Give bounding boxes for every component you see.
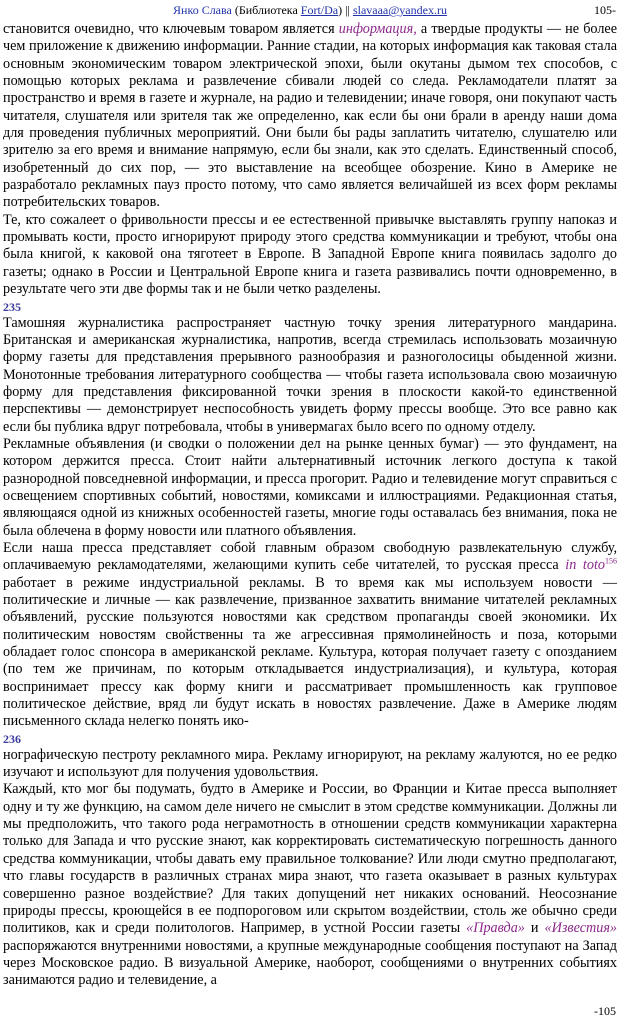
footer-page-number: -105 bbox=[594, 1004, 616, 1018]
page-body bbox=[3, 21, 617, 990]
header-citation bbox=[0, 2, 620, 18]
paragraph-7-text: Каждый, кто мог бы подумать, будто в Америке и России, во Франции и Китае пресса выполняет одну и ту же функцию, на самом деле ничего не смыслит в этом средстве коммуникации. Должны ли мы предположить, что такого рода неграмотность в отношении средств коммуникации характерна только для Запада и что русские знают, как корректировать систематическую погрешность данного средства коммуникации, чтобы давать ему правильное толкование? Или люди смутно предполагают, что главы государств в различных странах мира знают, что газета оказывает в разных культурах совершенно разное воздействие? Для таких допущений нет никаких оснований. Неосознание природы прессы, кроющейся в ее подпороговом или скрытом воздействии, столь же обычно среди политиков, как и среди политологов. Например, в устной России газеты bbox=[3, 781, 617, 937]
paragraph-7 bbox=[3, 781, 617, 989]
page-marker-236: 236 bbox=[3, 731, 21, 746]
header-library-link[interactable]: Fort/Da bbox=[300, 3, 339, 17]
paragraph-2: Те, кто сожалеет о фривольности прессы и ее естественной привычке выставлять группу напоказ и промывать кости, просто игнорируют природу этого средства коммуникации и требуют, чтобы она была книгой, к каковой она тяготеет в Европе. В Западной Европе книга появилась задолго до газеты; однако в России и Центральной Европе книга и газета развивались почти одновременно, в результате чего эти две формы так и не были четко разделены. bbox=[3, 211, 617, 298]
header-author: Янко Слава bbox=[173, 3, 232, 17]
paragraph-4: Рекламные объявления (и сводки о положении дел на рынке ценных бумаг) — это фундамент, на котором держится пресса. Стоит найти альтернативный источник легкого доступа к такой разнородной повседневной информации, и пресса прогорит. Радио и телевидение могут справиться с освещением спортивных событий, новостями, комиксами и иллюстрациями. Редакционная статья, являющаяся одной из книжных особенностей газеты, многие годы оставалась без внимания, пока не была облечена в форму новости или платного объявления. bbox=[3, 435, 617, 539]
emphasis-information: информация, bbox=[338, 21, 417, 37]
page-header bbox=[0, 2, 620, 18]
paragraph-5-text-continued: работает в режиме индустриальной рекламы. В то время как мы используем новости — политические и личные — как развлечение, призванное захватить внимание читателей рекламных объявлений, русские пользуются новостями как средством пропаганды своей экономики. Их политическим новостям свойственны та же агрессивная прямолинейность и поза, которыми обладает голос спонсора в американской рекламе. Культура, которая получает газету с опозданием (по тем же причинам, по которым откладывается индустриализация), и культура, которая воспринимает прессу как форму книги и рассматривает промышленность как групповое политическое действие, вряд ли будут искать в новостях развлечение. Даже в Америке людям письменного склада нелегко понять ико- bbox=[3, 574, 617, 730]
footnote-ref-156[interactable]: 156 bbox=[605, 556, 617, 566]
paragraph-1-text: становится очевидно, что ключевым товаром является bbox=[3, 21, 339, 37]
header-page-number: 105- bbox=[594, 3, 616, 17]
paragraph-6: нографическую пестроту рекламного мира. Рекламу игнорируют, на рекламу жалуются, но ее редко изучают и используют для получения удовольствия. bbox=[3, 746, 617, 781]
page-marker-235: 235 bbox=[3, 299, 21, 314]
header-email-link[interactable]: slavaaa@yandex.ru bbox=[352, 3, 447, 17]
emphasis-in-toto: in toto bbox=[565, 557, 605, 574]
emphasis-izvestia: «Известия» bbox=[544, 920, 618, 937]
emphasis-pravda: «Правда» bbox=[466, 920, 525, 937]
paragraph-1-text-continued: а твердые продукты — не более чем приложение к движению информации. Ранние стадии, на которых информация как таковая стала основным экономическим товаром электрической эпохи, были окутаны дымом тех способов, с помощью которых реклама и развлечение сбивали людей со следа. Рекламодатели платят за пространство и время в газете и журнале, на радио и телевидении; иначе говоря, они покупают часть читателя, слушателя или зрителя так же определенно, как если бы они брали в аренду наши дома для проведения публичных мероприятий. Они были бы рады заплатить читателю, слушателю или зрителю за его время и внимание напрямую, если бы знали, как это сделать. Единственный способ, изобретенный до сих пор, — это выставление на всеобщее обозрение. Кино в Америке не разработало рекламных пауз просто потому, что само является величайшей из всех форм рекламы потребительских товаров. bbox=[3, 21, 617, 211]
paragraph-5 bbox=[3, 540, 617, 731]
header-library-open: (Библиотека bbox=[231, 3, 301, 17]
paragraph-3: Тамошняя журналистика распространяет частную точку зрения литературного мандарина. Британская и американская журналистика, напротив, всегда стремилась использовать мозаичную форму газеты для представления прерывного разнообразия и разноголосицы обыденной жизни. Монотонные требования литературного сообщества — чтобы газета использовала свою мозаичную форму для представления фиксированной точки зрения в плоскости какой-то единственной перспективы — демонстрирует неспособность увидеть форму прессы вообще. Это все равно как если бы публика вдруг потребовала, чтобы в универмагах было всего по одному отделу. bbox=[3, 314, 617, 435]
paragraph-1 bbox=[3, 21, 617, 212]
paragraph-7-text-continued: распоряжаются внутренними новостями, а крупные международные сообщения поступают на Запад через Московское радио. В визуальной Америке, наоборот, сообщениями о внутренних событиях занимаются радио и телевидение, а bbox=[3, 937, 617, 989]
paragraph-7-and: и bbox=[524, 920, 545, 937]
paragraph-5-text: Если наша пресса представляет собой главным образом свободную развлекательную службу, оплачиваемую рекламодателями, желающими купить себе читателей, то русская пресса bbox=[3, 539, 617, 574]
header-library-close: ) || bbox=[338, 3, 353, 17]
